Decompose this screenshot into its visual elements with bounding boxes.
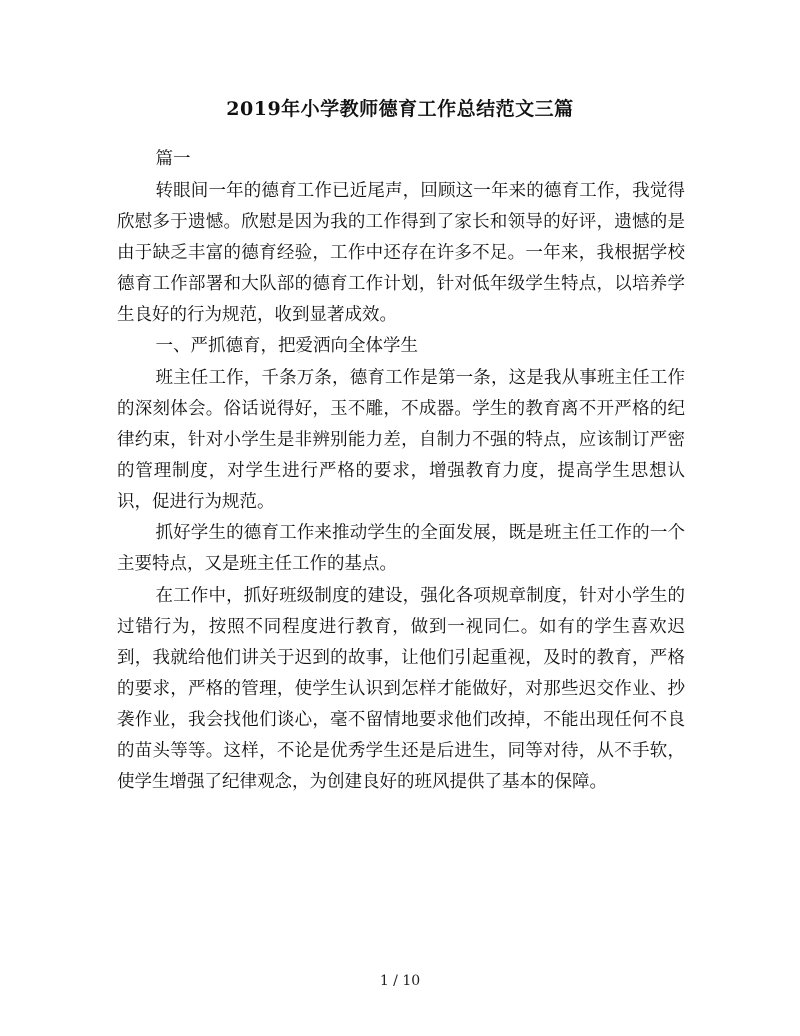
- page-number: 1 / 10: [379, 973, 421, 989]
- paragraph-intro: 转眼间一年的德育工作已近尾声，回顾这一年来的德育工作，我觉得欣慰多于遗憾。欣慰是因为我的工作得到了家长和领导的好评，遗憾的是由于缺乏丰富的德育经验，工作中还存在许多不足。一年来，我根据学校德育工作部署和大队部的德育工作计划，针对低年级学生特点，以培养学生良好的行为规范，收到显著成效。: [117, 180, 685, 325]
- paragraph: 班主任工作，千条万条，德育工作是第一条，这是我从事班主任工作的深刻体会。俗话说得好，玉不雕，不成器。学生的教育离不开严格的纪律约束，针对小学生是非辨别能力差，自制力不强的特点，应该制订严密的管理制度，对学生进行严格的要求，增强教育力度，提高学生思想认识，促进行为规范。: [117, 367, 685, 512]
- document-body: [117, 144, 685, 798]
- section-label: 篇一: [155, 149, 191, 169]
- document-title: 2019年小学教师德育工作总结范文三篇: [226, 98, 574, 120]
- paragraph: 在工作中，抓好班级制度的建设，强化各项规章制度，针对小学生的过错行为，按照不同程度进行教育，做到一视同仁。如有的学生喜欢迟到，我就给他们讲关于迟到的故事，让他们引起重视，及时的教育，严格的要求，严格的管理，使学生认识到怎样才能做好，对那些迟交作业、抄袭作业，我会找他们谈心，毫不留情地要求他们改掉，不能出现任何不良的苗头等等。这样，不论是优秀学生还是后进生，同等对待，从不手软，使学生增强了纪律观念，为创建良好的班风提供了基本的保障。: [117, 585, 685, 792]
- paragraph: 抓好学生的德育工作来推动学生的全面发展，既是班主任工作的一个主要特点，又是班主任工作的基点。: [117, 523, 685, 574]
- section-heading: 一、严抓德育，把爱洒向全体学生: [155, 336, 418, 356]
